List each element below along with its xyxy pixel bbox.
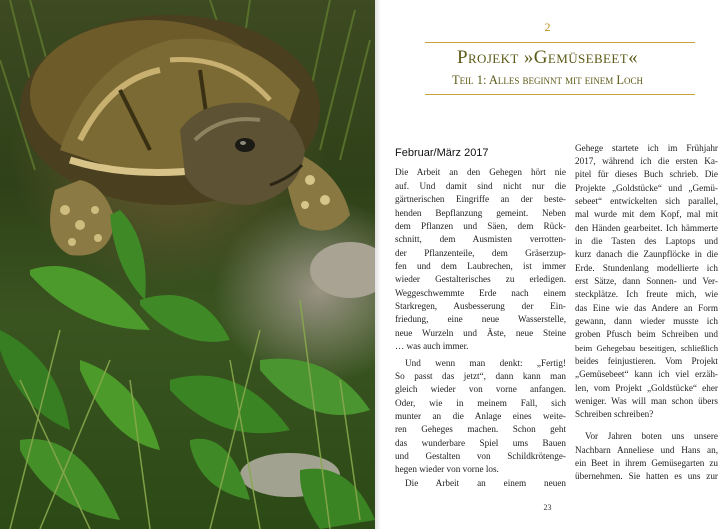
text-line: den Händen gearbeitet. Ich hämmerte <box>575 223 718 233</box>
text-line: „Gemüsebeet“ kann ich viel erzäh- <box>575 369 718 379</box>
text-line: Gehege startete ich im Frühjahr <box>575 143 718 153</box>
text-line: beides feinjustieren. Vom Projekt <box>575 356 718 366</box>
text-line: auf. Und damit sind nicht nur die <box>395 181 566 191</box>
text-line: dem Pflanzen und Säen, dem Rück- <box>395 221 566 231</box>
text-line: groben Pfusch beim Schreiben und <box>575 329 718 339</box>
text-line: gärtnerischen Eingriffe an der beste- <box>395 194 566 204</box>
text-line: Die Arbeit an den Gehegen hört nie <box>395 167 566 177</box>
text-line: ein Beet in ihrem Gemüsegarten zu <box>575 458 718 468</box>
text-line: kurz danach die Zaunpflöcke in die <box>575 249 718 259</box>
title-rule-top <box>425 42 695 43</box>
text-line: der Pflanzenteile, dem Gräserzup- <box>395 248 566 258</box>
chapter-title: Projekt »Gemüsebeet« <box>457 47 638 68</box>
text-line: 2017, während ich die ersten Ka- <box>575 156 718 166</box>
text-line: und Gestalten von Schildkrötenge- <box>395 451 566 461</box>
text-line: gleich wieder von vorne anfangen. <box>395 384 566 394</box>
text-line: Erde. Stundenlang modellierte ich <box>575 263 718 273</box>
text-line: neue Wurzeln und Äste, neue Steine <box>395 328 566 338</box>
text-line: das wunderbare Spiel ums Bauen <box>395 438 566 448</box>
text-line: Die Arbeit an einem neuen <box>405 478 566 488</box>
text-line: So passt das jetzt“, dann kann man <box>395 371 566 381</box>
text-line: friedung, eine neue Wasserstelle, <box>395 314 566 324</box>
text-line: munter an die Anlage eines weite- <box>395 411 566 421</box>
text-line: Projekte „Goldstücke“ und „Gemü- <box>575 183 718 193</box>
text-line: mal wurde mit dem Kopf, mal mit <box>575 209 718 219</box>
text-line: gewann, dann wieder musste ich <box>575 316 718 326</box>
section-heading: Februar/März 2017 <box>395 147 489 159</box>
text-line: Oder, wie in meinem Fall, sich <box>395 398 566 408</box>
text-line: pitel für dieses Buch schrieb. Die <box>575 169 718 179</box>
text-line: henden Bepflanzung gemeint. Neben <box>395 208 566 218</box>
text-line: das Eine wie das Andere an Form <box>575 303 718 313</box>
text-line: Starkregen, Ausbesserung der Ein- <box>395 301 566 311</box>
text-line: sebeet“ entwickelten sich parallel, <box>575 196 718 206</box>
text-line: steckplätze. Ich freute mich, wie <box>575 289 718 299</box>
text-line: weniger. Was will man schon übers <box>575 396 718 406</box>
text-line: in die Tasten des Laptops und <box>575 236 718 246</box>
text-line: Und wenn man denkt: „Fertig! <box>405 358 566 368</box>
text-line: Nachbarn Anneliese und Hans an, <box>575 445 718 455</box>
text-line: beim Gehegebau beseitigen, schließlich <box>575 343 718 353</box>
chapter-subtitle: Teil 1: Alles beginnt mit einem Loch <box>451 73 644 87</box>
text-line: erst Sätze, dann Sonnen- und Ver- <box>575 276 718 286</box>
title-rule-bottom <box>425 94 695 95</box>
text-line: … was auch immer. <box>395 341 469 351</box>
text-line: ren Geheges machen. Schon geht <box>395 424 566 434</box>
text-line: fen und dem Laubrechen, ist immer <box>395 261 566 271</box>
text-line: übernehmen. Sie hatten es uns zur <box>575 471 718 481</box>
page-number: 23 <box>543 503 552 512</box>
text-line: Schreiben schreiben? <box>575 409 654 419</box>
text-line: hegen wieder von vorne los. <box>395 464 499 474</box>
text-line: len, vom Projekt „Goldstücke“ eher <box>575 383 718 393</box>
text-page <box>375 0 720 529</box>
text-line: Weggeschwemmte Erde nach einem <box>395 288 566 298</box>
text-line: wieder Gestalterisches zu erledigen. <box>395 274 566 284</box>
text-line: schnitt, dem Ausmisten verrotten- <box>395 234 566 244</box>
text-line: Vor Jahren boten uns unsere <box>585 431 718 441</box>
chapter-number: 2 <box>544 20 551 34</box>
